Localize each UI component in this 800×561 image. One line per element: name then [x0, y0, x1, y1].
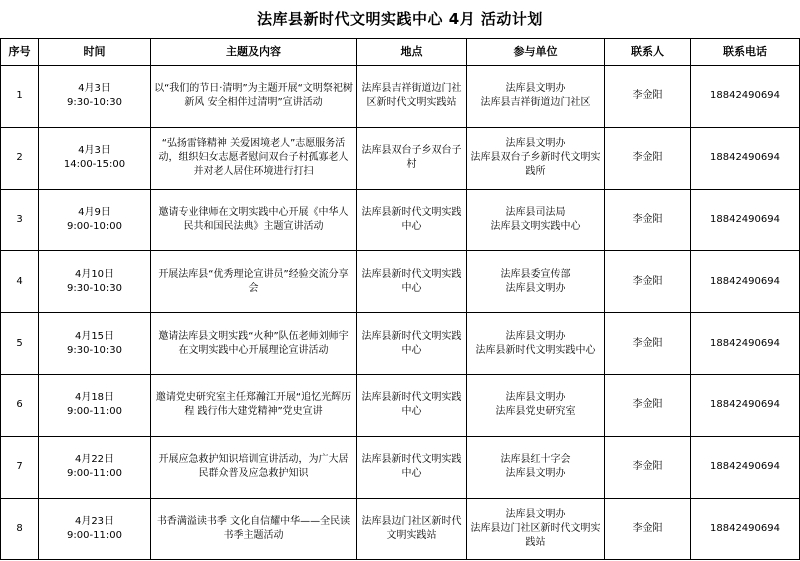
row-time [39, 436, 151, 498]
row-date: 4月10日 [74, 268, 115, 280]
row-time-range: 14:00-15:00 [63, 159, 126, 171]
table-row [1, 313, 800, 375]
row-date: 4月3日 [78, 145, 111, 157]
row-time [39, 313, 151, 375]
row-place: 法库县双台子乡双台子村 [357, 127, 467, 189]
row-date: 4月9日 [78, 206, 111, 218]
row-units [467, 251, 605, 313]
participating-unit: 法库县党史研究室 [495, 406, 576, 418]
header-time: 时间 [39, 39, 151, 66]
row-time [39, 189, 151, 251]
table-row [1, 498, 800, 560]
row-contact: 李金阳 [605, 251, 691, 313]
row-time [39, 374, 151, 436]
participating-unit: 法库县文明办 [505, 392, 566, 404]
row-place: 法库县新时代文明实践中心 [357, 251, 467, 313]
participating-unit: 法库县文明办 [505, 468, 566, 480]
row-topic: 邀请专业律师在文明实践中心开展《中华人民共和国民法典》主题宣讲活动 [151, 189, 357, 251]
participating-unit: 法库县双台子乡新时代文明实践所 [470, 152, 601, 178]
participating-unit: 法库县文明办 [505, 508, 566, 520]
row-phone: 18842490694 [691, 189, 800, 251]
row-place: 法库县新时代文明实践中心 [357, 374, 467, 436]
participating-unit: 法库县委宣传部 [500, 268, 571, 280]
table-row [1, 436, 800, 498]
row-number: 4 [1, 251, 39, 313]
row-units [467, 66, 605, 128]
row-contact: 李金阳 [605, 436, 691, 498]
activity-plan-table [0, 38, 800, 560]
row-topic: 邀请法库县文明实践“火种”队伍老师刘师宇在文明实践中心开展理论宣讲活动 [151, 313, 357, 375]
table-row [1, 189, 800, 251]
row-contact: 李金阳 [605, 66, 691, 128]
row-time-range: 9:30-10:30 [67, 344, 122, 356]
row-number: 6 [1, 374, 39, 436]
row-phone: 18842490694 [691, 127, 800, 189]
participating-unit: 法库县文明办 [505, 282, 566, 294]
row-time-range: 9:30-10:30 [67, 97, 122, 109]
row-units [467, 189, 605, 251]
row-topic: 书香满溢读书季 文化自信耀中华——全民读书季主题活动 [151, 498, 357, 560]
row-topic: “弘扬雷锋精神 关爱困境老人”志愿服务活动，组织妇女志愿者慰问双台子村孤寡老人并对老人居住环境进行打扫 [151, 127, 357, 189]
row-units [467, 498, 605, 560]
row-time [39, 498, 151, 560]
header-place: 地点 [357, 39, 467, 66]
row-place: 法库县边门社区新时代文明实践站 [357, 498, 467, 560]
row-units [467, 374, 605, 436]
row-topic: 邀请党史研究室主任郑瀚江开展“追忆光辉历程 践行伟大建党精神”党史宣讲 [151, 374, 357, 436]
header-contact: 联系人 [605, 39, 691, 66]
row-contact: 李金阳 [605, 313, 691, 375]
row-time [39, 66, 151, 128]
participating-unit: 法库县文明办 [505, 138, 566, 150]
header-topic: 主题及内容 [151, 39, 357, 66]
table-header-row [1, 39, 800, 66]
row-phone: 18842490694 [691, 498, 800, 560]
row-time-range: 9:00-11:00 [67, 406, 122, 418]
row-topic: 以“我们的节日·清明”为主题开展“文明祭祀树新风 安全相伴过清明”宣讲活动 [151, 66, 357, 128]
row-units [467, 313, 605, 375]
row-time-range: 9:30-10:30 [67, 282, 122, 294]
row-date: 4月23日 [74, 515, 115, 527]
participating-unit: 法库县吉祥街道边门社区 [480, 97, 591, 109]
row-date: 4月15日 [74, 330, 115, 342]
row-date: 4月18日 [74, 392, 115, 404]
row-phone: 18842490694 [691, 251, 800, 313]
row-phone: 18842490694 [691, 374, 800, 436]
row-number: 7 [1, 436, 39, 498]
row-date: 4月3日 [78, 83, 111, 95]
row-time-range: 9:00-10:00 [67, 220, 122, 232]
row-topic: 开展应急救护知识培训宣讲活动，为广大居民群众普及应急救护知识 [151, 436, 357, 498]
participating-unit: 法库县边门社区新时代文明实践站 [470, 522, 601, 548]
row-number: 2 [1, 127, 39, 189]
row-number: 5 [1, 313, 39, 375]
row-phone: 18842490694 [691, 313, 800, 375]
participating-unit: 法库县文明实践中心 [490, 220, 581, 232]
row-time [39, 127, 151, 189]
row-number: 1 [1, 66, 39, 128]
row-contact: 李金阳 [605, 498, 691, 560]
participating-unit: 法库县文明办 [505, 83, 566, 95]
row-phone: 18842490694 [691, 436, 800, 498]
row-place: 法库县新时代文明实践中心 [357, 313, 467, 375]
table-row [1, 251, 800, 313]
row-place: 法库县吉祥街道边门社区新时代文明实践站 [357, 66, 467, 128]
row-units [467, 436, 605, 498]
table-row [1, 127, 800, 189]
header-phone: 联系电话 [691, 39, 800, 66]
header-no: 序号 [1, 39, 39, 66]
row-contact: 李金阳 [605, 127, 691, 189]
row-units [467, 127, 605, 189]
row-contact: 李金阳 [605, 189, 691, 251]
row-date: 4月22日 [74, 454, 115, 466]
table-row [1, 374, 800, 436]
row-topic: 开展法库县“优秀理论宣讲员”经验交流分享会 [151, 251, 357, 313]
participating-unit: 法库县文明办 [505, 330, 566, 342]
row-phone: 18842490694 [691, 66, 800, 128]
row-place: 法库县新时代文明实践中心 [357, 436, 467, 498]
header-units: 参与单位 [467, 39, 605, 66]
row-contact: 李金阳 [605, 374, 691, 436]
participating-unit: 法库县新时代文明实践中心 [475, 344, 596, 356]
page-title: 法库县新时代文明实践中心 4月 活动计划 [257, 10, 543, 28]
row-place: 法库县新时代文明实践中心 [357, 189, 467, 251]
row-number: 3 [1, 189, 39, 251]
table-row [1, 66, 800, 128]
participating-unit: 法库县司法局 [505, 206, 566, 218]
participating-unit: 法库县红十字会 [500, 454, 571, 466]
row-time-range: 9:00-11:00 [67, 468, 122, 480]
row-time-range: 9:00-11:00 [67, 529, 122, 541]
row-time [39, 251, 151, 313]
row-number: 8 [1, 498, 39, 560]
